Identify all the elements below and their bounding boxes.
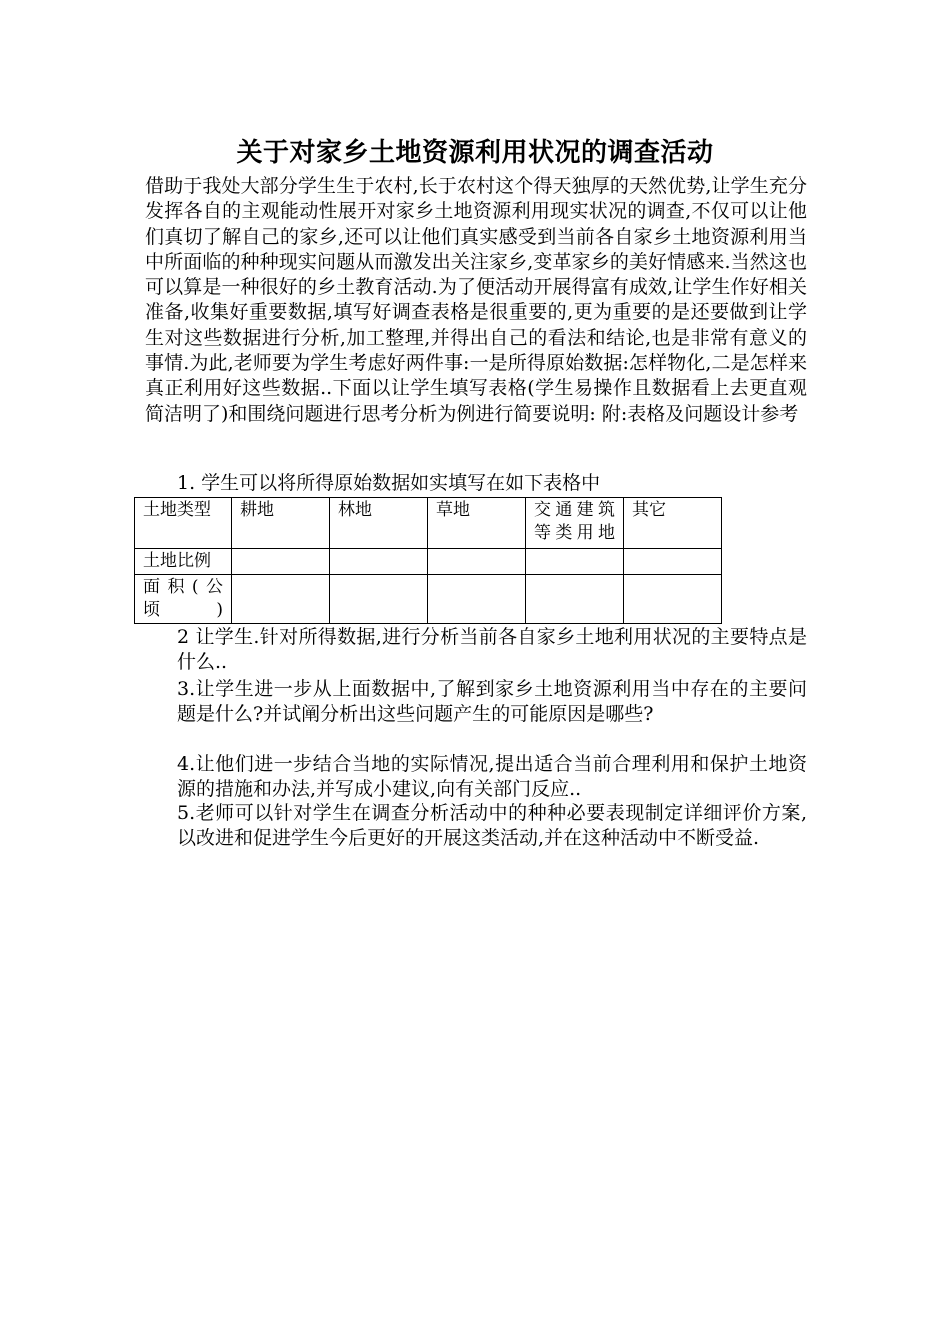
table-cell: 耕地 — [232, 498, 330, 549]
step-5-text: 5.老师可以针对学生在调查分析活动中的种种必要表现制定详细评价方案,以改进和促进学生今后更好的开展这类活动,并在这种活动中不断受益. — [177, 802, 807, 849]
table-cell — [232, 549, 330, 575]
table-cell — [624, 575, 722, 624]
intro-paragraph: 借助于我处大部分学生生于农村,长于农村这个得天独厚的天然优势,让学生充分发挥各自的主观能动性展开对家乡土地资源利用现实状况的调查,不仅可以让他们真切了解自己的家乡,还可以让他们真实感受到当前各自家乡土地资源利用当中所面临的种种现实问题从而激发出关注家乡,变革家乡的美好情感来.当然这也可以算是一种很好的乡土教育活动.为了便活动开展得富有成效,让学生作好相关准备,收集好重要数据,填写好调查表格是很重要的,更为重要的是还要做到让学生对这些数据进行分析,加工整理,并得出自己的看法和结论,也是非常有意义的事情.为此,老师要为学生考虑好两件事:一是所得原始数据:怎样物化,二是怎样来真正利用好这些数据..下面以让学生填写表格(学生易操作且数据看上去更直观简洁明了)和围绕问题进行思考分析为例进行简要说明: 附:表格及问题设计参考 — [145, 175, 807, 425]
table-row — [135, 575, 722, 624]
table-cell: 面积(公顷) — [135, 575, 232, 624]
land-survey-table — [134, 497, 722, 624]
table-cell: 土地类型 — [135, 498, 232, 549]
table-cell — [428, 549, 526, 575]
document-title: 关于对家乡土地资源利用状况的调查活动 — [236, 138, 714, 168]
table-cell: 其它 — [624, 498, 722, 549]
step-2-text: 2 让学生.针对所得数据,进行分析当前各自家乡土地利用状况的主要特点是什么.. — [177, 626, 807, 673]
table-cell: 草地 — [428, 498, 526, 549]
table-header-row — [135, 498, 722, 549]
table-cell — [526, 575, 624, 624]
step-1-text: 1. 学生可以将所得原始数据如实填写在如下表格中 — [177, 472, 601, 494]
table-cell: 林地 — [330, 498, 428, 549]
table-cell — [330, 549, 428, 575]
table-cell: 交通建筑等类用地 — [526, 498, 624, 549]
step-3-text: 3.让学生进一步从上面数据中,了解到家乡土地资源利用当中存在的主要问题是什么?并试阐分析出这些问题产生的可能原因是哪些? — [177, 678, 807, 725]
table-cell — [526, 549, 624, 575]
table-cell — [624, 549, 722, 575]
table-cell — [428, 575, 526, 624]
table-cell — [232, 575, 330, 624]
table-cell — [330, 575, 428, 624]
table-row — [135, 549, 722, 575]
step-4-text: 4.让他们进一步结合当地的实际情况,提出适合当前合理利用和保护土地资源的措施和办法,并写成小建议,向有关部门反应.. — [177, 753, 807, 800]
table-cell: 土地比例 — [135, 549, 232, 575]
